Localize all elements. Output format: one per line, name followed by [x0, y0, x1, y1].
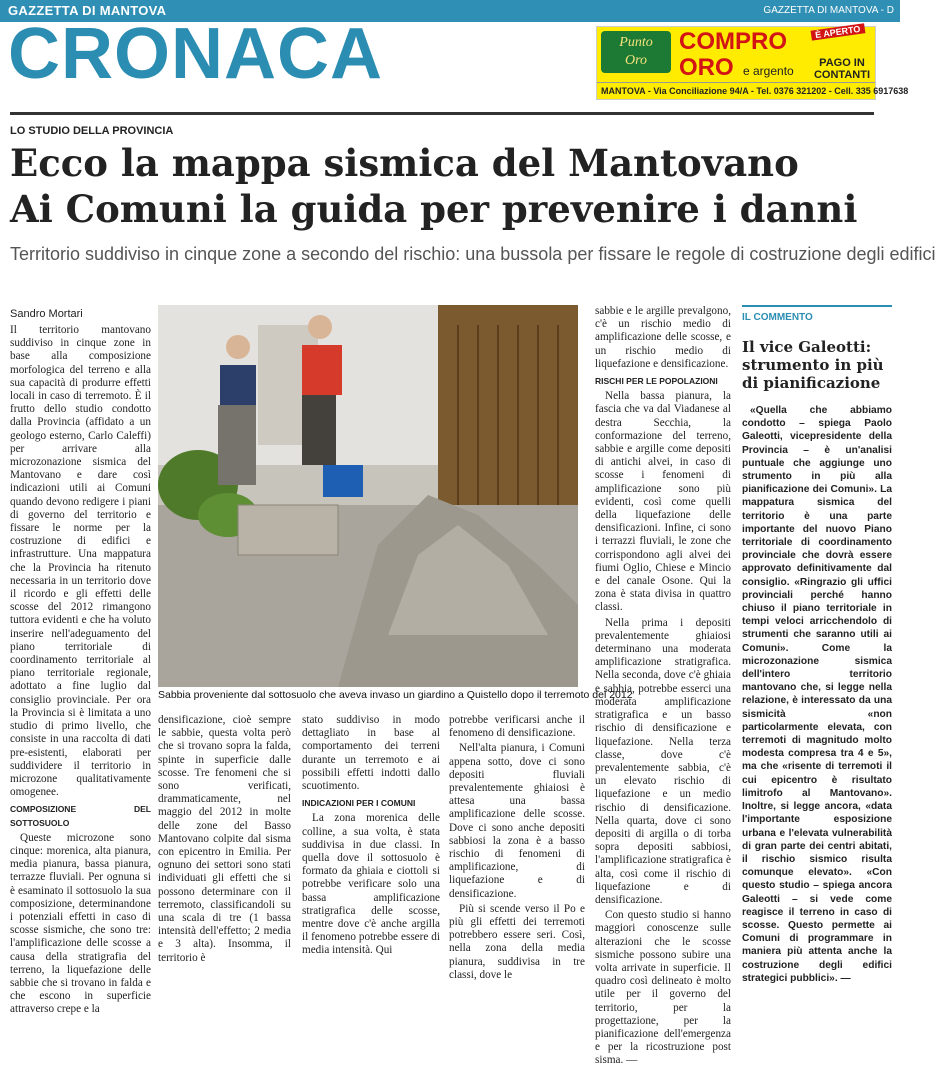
newspaper-name: GAZZETTA DI MANTOVA [8, 3, 167, 18]
byline: Sandro Mortari [10, 308, 83, 320]
paragraph: stato suddiviso in modo dettagliato in base al comportamento dei terreni durante un terremoto e ai possibili effetti indotti dallo scuotimento. [302, 714, 440, 793]
ad-argento: e argento [743, 64, 794, 78]
ad-oro: ORO [679, 54, 734, 81]
subheading: INDICAZIONI PER I COMUNI [302, 798, 416, 809]
paragraph: Nella bassa pianura, la fascia che va dal Viadanese al destra Secchia, la conformazione del terreno, sabbie e argille come depositi di antichi alvei, in caso di scosse i fenomeni di amplificazione sono più evidenti, così come quelli della liquefazione delle densificazioni. Infine, ci sono i terrazzi fluviali, le zone che corrispondono agli alvei dei fiumi Oglio, Chiese e Mincio e del canale Osone. Qui la zona è stata divisa in quattro classi. [595, 390, 731, 614]
ad-compro: COMPRO [679, 28, 787, 55]
ad-logo [601, 31, 671, 73]
headline-line-2: Ai Comuni la guida per prevenire i danni [10, 187, 858, 231]
headline [10, 140, 857, 232]
sidebar-body [742, 404, 892, 984]
photo-caption: Sabbia proveniente dal sottosuolo che aveva invaso un giardino a Quistello dopo il terremoto del 2012 [158, 689, 633, 701]
paragraph: Più si scende verso il Po e più gli effetti dei terremoti potrebbero essere seri. Così, nella zona della media pianura, suddivisa in tre classi, dove le [449, 902, 585, 981]
headline-line-1: Ecco la mappa sismica del Mantovano [10, 141, 799, 185]
article-column-1 [10, 324, 151, 1016]
ad-open-badge: È APERTO [811, 23, 865, 40]
paragraph: Nella prima i depositi prevalentemente ghiaiosi determinano una moderata amplificazione stratigrafica. Nella seconda, dove c'è ghiaia e sabbia, potrebbe esserci una moderata amplificazione stratigrafica e un basso rischio di densificazione e liquefazione. Nella terza classe, dove c'è prevalentemente sabbia, c'è un elevato rischio di liquefazione e un medio rischio di densificazione. Nella quarta, dove ci sono depositi di argilla o di torba sopra depositi sabbiosi, l'amplificazione stratigrafica è alta, così come il rischio di liquefazione e di densificazione. [595, 616, 731, 906]
advertisement [596, 23, 909, 100]
article-column-5 [595, 305, 731, 1067]
article-photo [158, 305, 578, 687]
paragraph: Queste microzone sono cinque: morenica, alta pianura, media pianura, bassa pianura, terrazze fluviali. Per ognuna si è esaminato il sottosuolo la sua composizione, determinandone i potenziali effetti in caso di scosse sismiche, che sono tre: l'amplificazione delle scosse a causa della stratigrafia del terreno, la liquefazione delle sabbie che si trovano in falda e che escono in superficie attraverso crepe e la [10, 831, 151, 1016]
paragraph: potrebbe verificarsi anche il fenomeno di densificazione. [449, 714, 585, 740]
article-kicker: LO STUDIO DELLA PROVINCIA [10, 125, 174, 137]
sidebar-divider [742, 305, 892, 307]
article-subtitle: Territorio suddiviso in cinque zone a secondo del rischio: una bussola per fissare le regole di costruzione degli edifici [10, 244, 936, 264]
section-title: CRONACA [8, 14, 383, 94]
page-header-right: GAZZETTA DI MANTOVA - D [763, 5, 894, 16]
paragraph: Con questo studio si hanno maggiori conoscenze sulle alterazioni che le scosse sismiche possono subire una volta arrivate in superficie. Il quadro così delineato è molto utile per il governo del territorio, per la progettazione, per la pianificazione dell'emergenza e per la ricostruzione post sisma. — [595, 909, 731, 1067]
article-column-4a [449, 714, 585, 981]
sidebar-paragraph: «Quella che abbiamo condotto – spiega Paolo Galeotti, vicepresidente della Provincia – è un'analisi puntuale che aggiunge uno strumento in più alla pianificazione dei Comuni». La mappatura sismica del territorio è una parte importante del nuovo Piano territoriale di coordinamento provinciale che dovrà essere approvato definitivamente dal consiglio. «Ringrazio gli uffici provinciali perché hanno chiuso il piano territoriale in tempi veloci arricchendolo di strumenti che saranno utili ai Comuni». Come la microzonazione sismica dell'intero territorio mantovano che, si legge nella relazione, è interessato da una sismicità «non particolarmente elevata, con terremoti di magnitudo molto modesta compresa tra 4 e 5», ma che «risente di terremoti il cui epicentro è risultato limitrofo al Mantovano». Inoltre, si legge ancora, «data l'importante esposizione urbana e l'elevata vulnerabilità di gran parte dei centri abitati, il rischio sismico risulta comunque elevato». «Con questo studio – spiega ancora Galeotti – si vede come reagisce il terreno in caso di scosse. Questo permette ai Comuni di programmare in maniera più attenta anche la costruzione degli edifici strategici pubblici». — [742, 405, 892, 984]
sidebar-title: Il vice Galeotti: strumento in più di pianificazione [742, 338, 884, 392]
header-divider [10, 112, 874, 115]
photo-illustration [158, 305, 578, 687]
ad-pay-cash: PAGO IN CONTANTI [813, 57, 870, 81]
paragraph: Il territorio mantovano suddiviso in cinque zone in base alla composizione morfologica del terreno e alla sua capacità di produrre effetti locali in caso di terremoto. È il frutto dello studio condotto dalla Provincia (affidato a un geologo esterno, Carlo Caleffi) per arrivare alla microzonazione sismica del Mantovano e dare così indicazioni utili ai Comuni quando devono redigere i piani di governo del territorio e fissare le norme per la costruzione di edifici e infrastrutture. Una mappatura che la Provincia ha ritenuto necessaria in un territorio dove il ricordo e gli effetti delle scosse del 2012 rimangono tuttora evidenti e che ha voluto inserire nell'adeguamento del piano territoriale di coordinamento territoriale al piano territoriale regionale, adottato a fine luglio dal consiglio provinciale. Per ora la Provincia si è limitata a uno studio di primo livello, che consiste in una raccolta di dati pre-esistenti, elaborati per suddividere il territorio in microzone qualitativamente omogenee. [10, 324, 151, 799]
paragraph: sabbie e le argille prevalgono, c'è un rischio medio di amplificazione delle scosse, e un rischio medio di liquefazione e densificazione. [595, 305, 731, 370]
subheading: RISCHI PER LE POPOLAZIONI [595, 376, 718, 387]
article-column-3 [302, 714, 440, 957]
ad-logo-line2: Oro [624, 53, 648, 68]
paragraph: La zona morenica delle colline, a sua volta, è stata suddivisa in due classi. In quella dove il sottosuolo è formato da ghiaia e ciottoli si potrebbe verificare solo una bassa amplificazione stratigrafica delle scosse, mentre dove c'è anche argilla il fenomeno potrebbe essere di media intensità. Qui [302, 812, 440, 957]
subheading: COMPOSIZIONE DEL SOTTOSUOLO [10, 804, 151, 828]
ad-logo-line1: Punto [619, 35, 653, 50]
paragraph: densificazione, cioè sempre le sabbie, questa volta però che si trovano sopra la falda, spinte in superficie dalle scosse. Tre fenomeni che si sono verificati, drammaticamente, nel maggio del 2012 in molte delle zone del Basso Mantovano colpite dal sisma con epicentro in Emilia. Per ognuno dei settori sono stati individuati gli effetti che si possono determinare con il terremoto, classificandoli su una scala di tre (1 bassa intensità dell'effetto; 2 media e 3 alta). Insomma, il territorio è [158, 714, 291, 964]
paragraph: Nell'alta pianura, i Comuni appena sotto, dove ci sono depositi fluviali prevalentemente ghiaiosi è attesa una bassa amplificazione delle scosse. Dove ci sono anche depositi sabbiosi la zona è a basso rischio di fenomeni di amplificazione, di liquefazione e di densificazione. [449, 742, 585, 900]
article-column-2 [158, 714, 291, 964]
sidebar-label: IL COMMENTO [742, 312, 813, 323]
ad-address: MANTOVA - Via Conciliazione 94/A - Tel. 0376 321202 - Cell. 335 6917638 [597, 82, 875, 99]
